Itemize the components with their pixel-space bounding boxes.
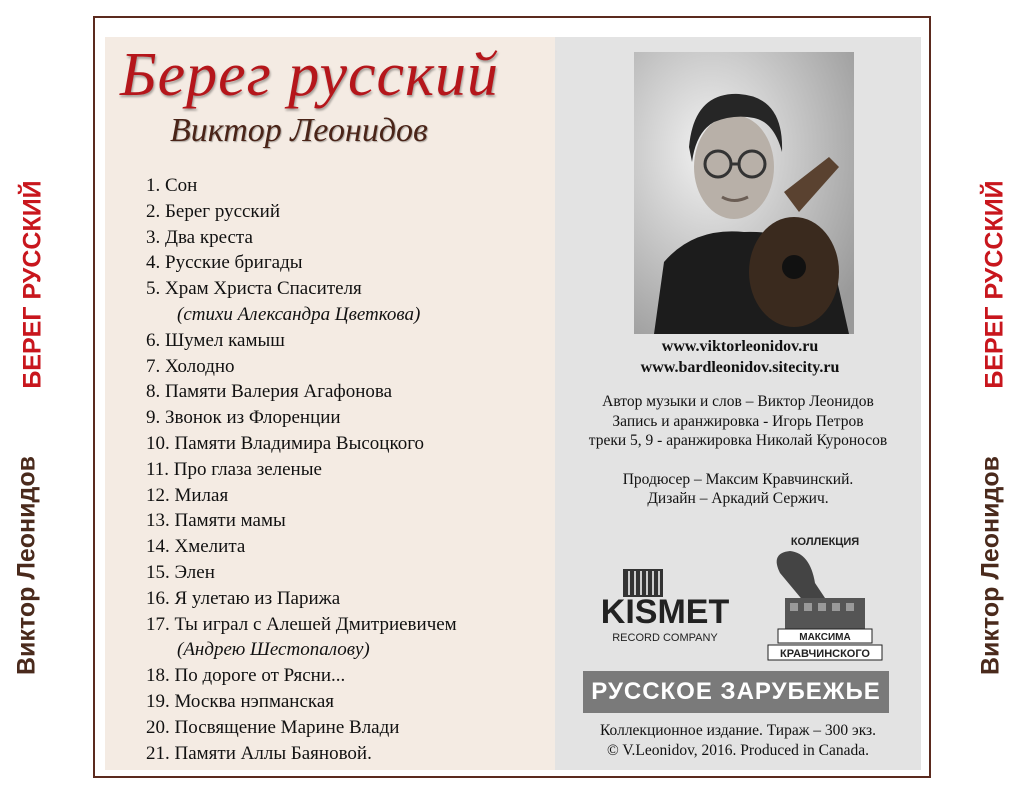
- spine-title-right: БЕРЕГ РУССКИЙ: [980, 180, 1009, 389]
- track-item: 3. Два креста: [146, 226, 253, 248]
- credits: [555, 392, 921, 509]
- producer-line: Продюсер – Максим Кравчинский.: [622, 470, 854, 488]
- spine-artist-right: Виктор Леонидов: [976, 455, 1005, 676]
- spine-title: БЕРЕГ РУССКИЙ: [18, 180, 47, 389]
- track-item: 20. Посвящение Марине Влади: [146, 716, 400, 738]
- track-item: 16. Я улетаю из Парижа: [146, 587, 341, 609]
- credit-line: Запись и аранжировка - Игорь Петров: [612, 412, 864, 430]
- svg-text:КРАВЧИНСКОГО: КРАВЧИНСКОГО: [780, 648, 870, 660]
- collection-logo: [760, 533, 890, 668]
- track-item: 13. Памяти мамы: [146, 510, 286, 532]
- spine-artist: Виктор Леонидов: [12, 455, 41, 676]
- svg-text:RECORD COMPANY: RECORD COMPANY: [612, 632, 718, 644]
- track-item: 4. Русские бригады: [146, 252, 303, 274]
- track-item: 12. Милая: [146, 484, 229, 506]
- designer-line: Дизайн – Аркадий Сержич.: [647, 490, 829, 507]
- svg-text:КОЛЛЕКЦИЯ: КОЛЛЕКЦИЯ: [790, 536, 860, 548]
- artist-photo: [634, 52, 854, 334]
- track-item: 1. Сон: [146, 175, 198, 196]
- svg-text:KISMET: KISMET: [600, 593, 730, 631]
- track-item: 9. Звонок из Флоренции: [146, 407, 341, 429]
- track-note: (стихи Александра Цветкова): [177, 303, 421, 325]
- track-item: 15. Элен: [146, 561, 215, 583]
- tracklist: [146, 173, 546, 766]
- track-item: 7. Холодно: [146, 355, 235, 377]
- track-item: 2. Берег русский: [146, 200, 281, 222]
- credit-line: треки 5, 9 - аранжировка Николай Куроносов: [588, 432, 888, 449]
- track-item: 14. Хмелита: [146, 536, 246, 558]
- track-item: 17. Ты играл с Алешей Дмитриевичем (Андрею Шестопалову): [146, 612, 546, 664]
- track-item: 6. Шумел камыш: [146, 329, 285, 351]
- russian-abroad-banner: РУССКОЕ ЗАРУБЕЖЬЕ: [583, 671, 889, 713]
- edition-info: [555, 721, 921, 761]
- album-artist: Виктор Леонидов: [170, 112, 428, 149]
- website-link[interactable]: www.viktorleonidov.ru: [661, 338, 819, 355]
- svg-text:МАКСИМА: МАКСИМА: [799, 632, 851, 643]
- track-item: 5. Храм Христа Спасителя (стихи Александра Цветкова): [146, 276, 546, 328]
- track-item: 8. Памяти Валерия Агафонова: [146, 381, 393, 403]
- website-link[interactable]: www.bardleonidov.sitecity.ru: [640, 359, 840, 376]
- spine-left: [0, 0, 60, 804]
- album-title: Берег русский: [120, 41, 500, 109]
- track-note: (Андрею Шестопалову): [177, 639, 370, 661]
- track-item: 21. Памяти Аллы Баяновой.: [146, 742, 372, 764]
- track-item: 19. Москва нэпманская: [146, 690, 334, 712]
- copyright-line: © V.Leonidov, 2016. Produced in Canada.: [606, 742, 870, 759]
- credit-line: Автор музыки и слов – Виктор Леонидов: [602, 393, 874, 410]
- track-item: 18. По дороге от Рясни...: [146, 665, 346, 687]
- kismet-logo: [585, 567, 745, 647]
- edition-line: Коллекционное издание. Тираж – 300 экз.: [599, 722, 877, 739]
- track-item: 10. Памяти Владимира Высоцкого: [146, 432, 425, 454]
- websites: [560, 336, 920, 378]
- track-item: 11. Про глаза зеленые: [146, 458, 322, 480]
